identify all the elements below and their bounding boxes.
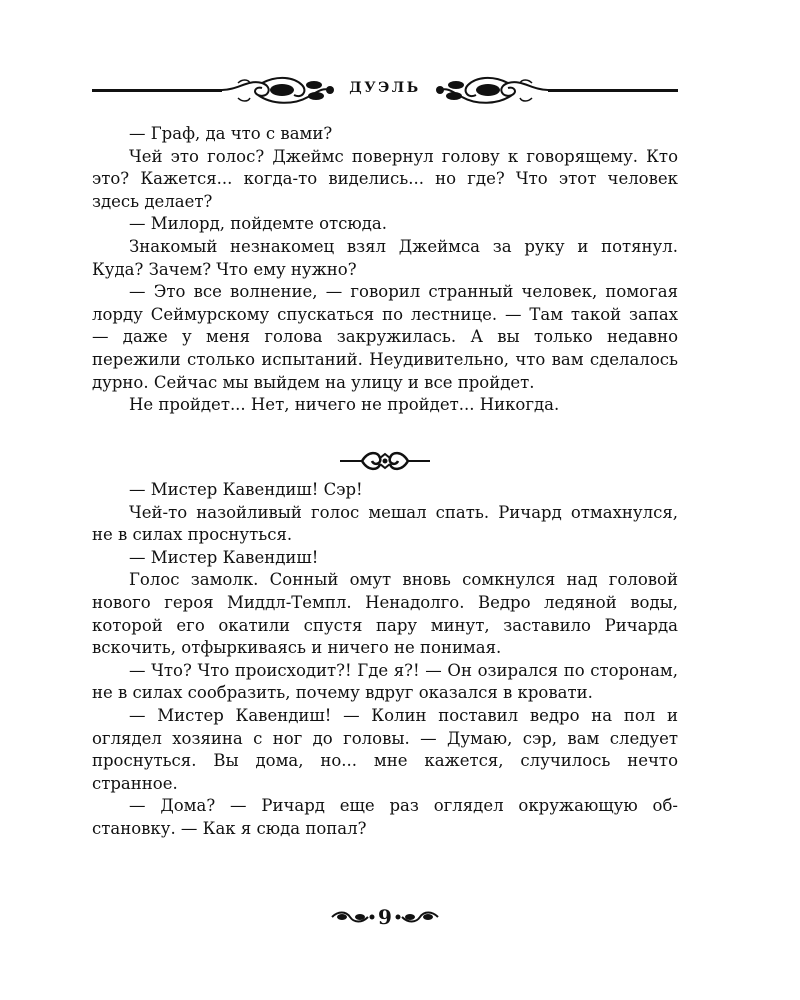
paragraph: Знакомый незнакомец взял Джеймса за руку и потянул. Куда? Зачем? Что ему нужно? (92, 236, 678, 279)
header-rule-right (548, 89, 678, 92)
paragraph: Чей это голос? Джеймс повернул голову к говорящему. Кто это? Кажется... когда-то виделись... но где? Что этот человек здесь делает? (92, 146, 678, 211)
paragraph: — Дома? — Ричард еще раз оглядел окружающую обстановку. — Как я сюда попал? (92, 796, 678, 838)
folio-ornament-right-icon (394, 909, 440, 925)
page-footer (330, 905, 440, 929)
text-block-2 (92, 479, 678, 841)
paragraph: — Мистер Кавендиш! — Колин поставил ведро на пол и оглядел хозяина с ног до головы. — Думаю, сэр, вам следует проснуться. Вы дома, но... мне кажется, случилось нечто странное. (92, 705, 678, 793)
paragraph: — Это все волнение, — говорил странный человек, помогая лорду Сеймурскому спускаться по лестнице. — Там такой запах — даже у меня голова закружилась. А вы только недавно пережили столько испытаний. Неудивительно, что вам сделалось дурно. Сейчас мы выйдем на улицу и все пройдет. (92, 282, 678, 392)
header-rule-left (92, 89, 222, 92)
paragraph: Не пройдет... Нет, ничего не пройдет... Никогда. (129, 395, 560, 415)
paragraph: — Милорд, пойдемте отсюда. (129, 214, 387, 234)
paragraph: — Мистер Кавендиш! (129, 547, 319, 567)
paragraph: — Что? Что происходит?! Где я?! — Он озирался по сторонам, не в силах сообразить, почему вдруг оказался в кровати. (92, 660, 678, 703)
section-divider-ornament-icon (340, 446, 430, 476)
paragraph: — Мистер Кавендиш! Сэр! (129, 480, 363, 499)
running-header (92, 70, 678, 110)
scroll-ornament-icon (218, 73, 338, 107)
folio-ornament-left-icon (330, 909, 376, 925)
paragraph: — Граф, да что с вами? (129, 124, 333, 143)
paragraph: Голос замолк. Сонный омут вновь сомкнулся над головой нового героя Миддл-Темпл. Ненадолго. Ведро ледяной воды, которой его окатили спустя пару минут, заставило Ричарда вскочить, отфыркиваясь и ничего не понимая. (92, 570, 678, 658)
paragraph: Чей-то назойливый голос мешал спать. Ричард отмахнулся, не в силах проснуться. (92, 502, 678, 545)
text-block-1 (92, 123, 678, 417)
page-number: 9 (378, 905, 392, 929)
scroll-ornament-icon (432, 73, 552, 107)
running-title: ДУЭЛЬ (349, 80, 421, 96)
